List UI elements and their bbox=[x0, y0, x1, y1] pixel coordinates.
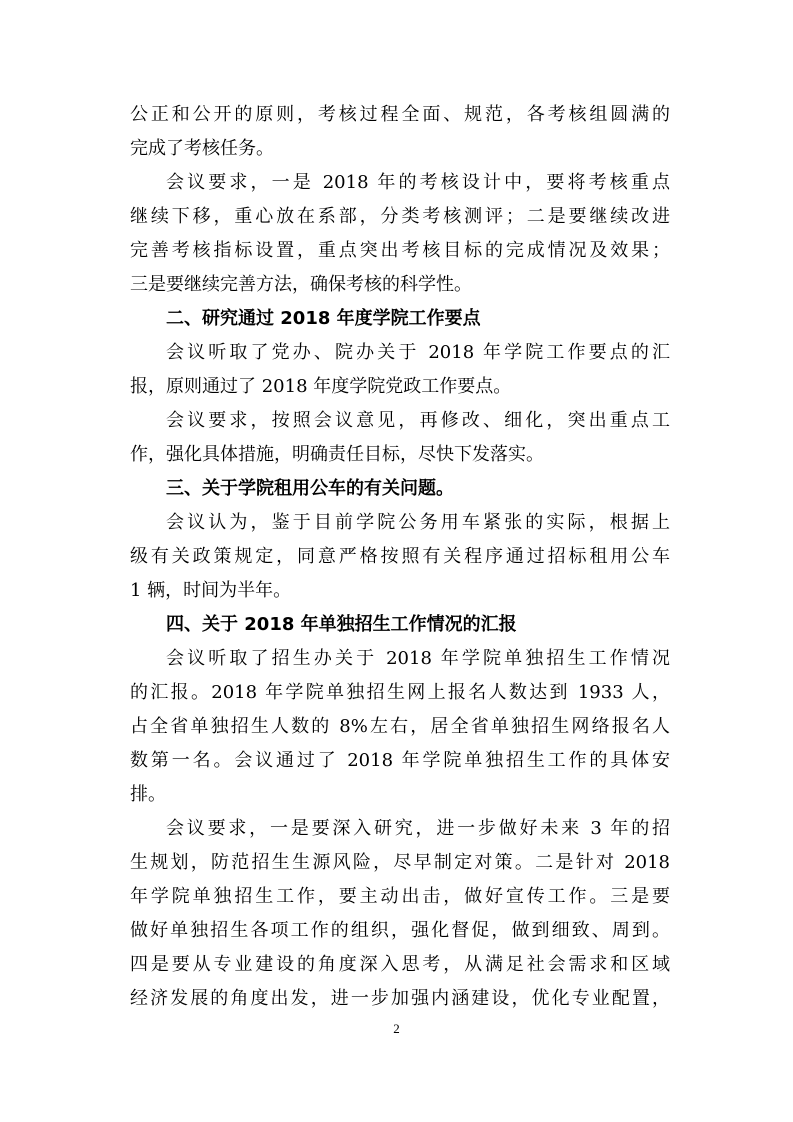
body-line: 生规划，防范招生生源风险，尽早制定对策。二是针对 2018 bbox=[130, 852, 670, 873]
body-line: 继续下移，重心放在系部，分类考核测评；二是要继续改进 bbox=[130, 206, 670, 227]
paragraph-first-line: 会议要求，按照会议意见，再修改、细化，突出重点工 bbox=[166, 410, 670, 431]
body-line: 四是要从专业建设的角度深入思考，从满足社会需求和区域 bbox=[130, 954, 670, 975]
paragraph-first-line: 会议要求，一是要深入研究，进一步做好未来 3 年的招 bbox=[166, 818, 670, 839]
paragraph-first-line: 会议认为，鉴于目前学院公务用车紧张的实际，根据上 bbox=[166, 512, 670, 533]
body-line: 作，强化具体措施，明确责任目标，尽快下发落实。 bbox=[130, 444, 544, 465]
body-line: 排。 bbox=[130, 784, 166, 805]
section-heading-3: 三、关于学院租用公车的有关问题。 bbox=[166, 478, 454, 499]
section-heading-2: 二、研究通过 2018 年度学院工作要点 bbox=[166, 308, 481, 329]
paragraph-first-line: 会议要求，一是 2018 年的考核设计中，要将考核重点 bbox=[166, 172, 670, 193]
body-line: 级有关政策规定，同意严格按照有关程序通过招标租用公车 bbox=[130, 546, 670, 567]
body-line: 报，原则通过了 2018 年度学院党政工作要点。 bbox=[130, 376, 512, 397]
body-line: 占全省单独招生人数的 8%左右，居全省单独招生网络报名人 bbox=[130, 716, 670, 737]
body-line: 经济发展的角度出发，进一步加强内涵建设，优化专业配置， bbox=[130, 988, 670, 1009]
body-line: 数第一名。会议通过了 2018 年学院单独招生工作的具体安 bbox=[130, 750, 670, 771]
body-line: 三是要继续完善方法，确保考核的科学性。 bbox=[130, 274, 472, 295]
paragraph-first-line: 会议听取了党办、院办关于 2018 年学院工作要点的汇 bbox=[166, 342, 670, 363]
body-line: 的汇报。2018 年学院单独招生网上报名人数达到 1933 人， bbox=[130, 682, 670, 703]
body-line: 年学院单独招生工作，要主动出击，做好宣传工作。三是要 bbox=[130, 886, 670, 907]
page-number: 2 bbox=[393, 1021, 400, 1036]
body-line: 做好单独招生各项工作的组织，强化督促，做到细致、周到。 bbox=[130, 920, 670, 941]
body-line: 完成了考核任务。 bbox=[130, 138, 274, 159]
section-heading-4: 四、关于 2018 年单独招生工作情况的汇报 bbox=[166, 614, 517, 635]
body-line: 完善考核指标设置，重点突出考核目标的完成情况及效果； bbox=[130, 240, 670, 261]
body-line: 公正和公开的原则，考核过程全面、规范，各考核组圆满的 bbox=[130, 104, 670, 125]
body-line: 1 辆，时间为半年。 bbox=[130, 580, 292, 601]
paragraph-first-line: 会议听取了招生办关于 2018 年学院单独招生工作情况 bbox=[166, 648, 670, 669]
